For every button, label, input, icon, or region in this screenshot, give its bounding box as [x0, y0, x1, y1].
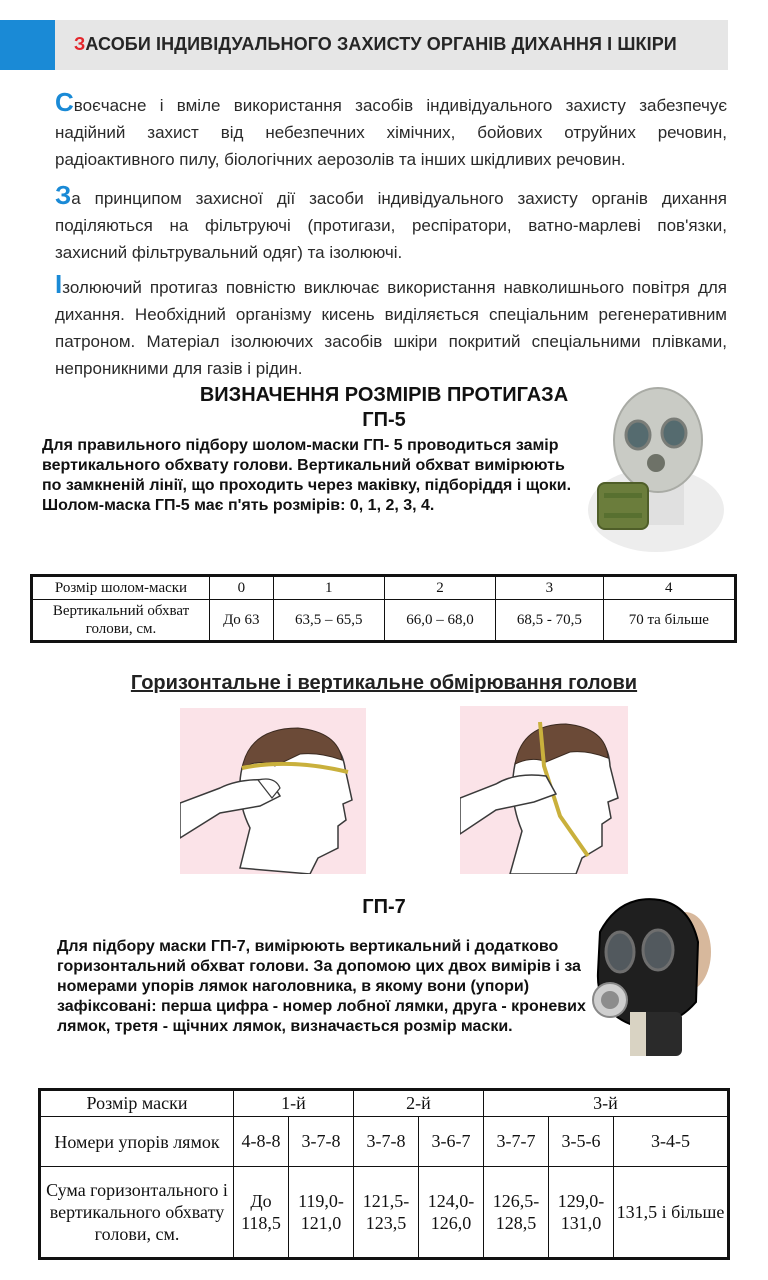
gp7-sum-cell: 126,5-128,5	[484, 1167, 549, 1259]
gp5-girth-label: Вертикальний обхват голови, см.	[32, 600, 210, 642]
header-accent-block	[0, 20, 55, 70]
gp7-strap-cell: 3-7-8	[289, 1117, 354, 1167]
paragraph-text: воєчасне і вміле використання засобів індивідуального захисту забезпечує надійний захист від небезпечних хімічних, бойових отруйних речовин, радіоактивного пилу, біологічних аерозолів та інших шкідливих речовин.	[55, 96, 727, 169]
gp5-girth-cell: 68,5 - 70,5	[496, 600, 603, 642]
gp5-size-table	[30, 574, 737, 643]
gp5-girth-cell: 63,5 – 65,5	[273, 600, 384, 642]
gp7-size-group: 1-й	[234, 1090, 354, 1117]
paragraph-text: золюючий протигаз повністю виключає використання навколишнього повітря для дихання. Необхідний організму кисень виділяється спеціальним регенеративним патроном. Матеріал ізолюючих засобів шкіри покритий спеціальними плівками, непроникними для газів і рідин.	[55, 278, 727, 378]
gp5-size-cell: 4	[603, 576, 735, 600]
gp7-strap-cell: 3-7-8	[354, 1117, 419, 1167]
paragraph-text: а принципом захисної дії засоби індивідуального захисту органів дихання поділяються на фільтруючі (протигази, респіратори, ватно-марлеві пов'язки, захисний фільтрувальний одяг) та ізолюючі.	[55, 189, 727, 262]
gp7-title: ГП-7	[362, 896, 406, 918]
gp5-girth-cell: 70 та більше	[603, 600, 735, 642]
horizontal-measurement-illustration	[180, 708, 366, 874]
gp5-size-cell: 0	[210, 576, 274, 600]
measurement-title: Горизонтальне і вертикальне обмірювання голови	[130, 672, 638, 694]
gp7-strap-cell: 4-8-8	[234, 1117, 289, 1167]
gp5-girth-cell: 66,0 – 68,0	[384, 600, 495, 642]
page-title-rest: АСОБИ ІНДИВІДУАЛЬНОГО ЗАХИСТУ ОРГАНІВ ДИХАННЯ І ШКІРИ	[85, 34, 677, 54]
gp7-gas-mask-photo	[590, 892, 712, 1064]
gp7-sum-cell: 124,0-126,0	[419, 1167, 484, 1259]
gp5-size-cell: 3	[496, 576, 603, 600]
gp7-strap-cell: 3-5-6	[549, 1117, 614, 1167]
gp7-sum-label: Сума горизонтального і вертикального обхвату голови, см.	[40, 1167, 234, 1259]
page-title-initial: З	[74, 34, 86, 54]
gp7-size-group: 2-й	[354, 1090, 484, 1117]
intro-paragraph-2	[55, 180, 727, 266]
gp7-size-label: Розмір маски	[40, 1090, 234, 1117]
gp5-size-cell: 1	[273, 576, 384, 600]
gp5-girth-cell: До 63	[210, 600, 274, 642]
gp5-size-label: Розмір шолом-маски	[32, 576, 210, 600]
drop-cap: З	[55, 180, 72, 210]
gp5-gas-mask-photo	[586, 385, 726, 555]
gp5-model-title: ГП-5	[362, 409, 406, 431]
gp7-strap-cell: 3-4-5	[614, 1117, 729, 1167]
intro-paragraph-1	[55, 87, 727, 173]
gp7-strap-cell: 3-6-7	[419, 1117, 484, 1167]
intro-paragraph-3	[55, 269, 727, 382]
gp7-sum-cell: До 118,5	[234, 1167, 289, 1259]
gp7-sum-cell: 121,5-123,5	[354, 1167, 419, 1259]
gp7-sum-cell: 119,0-121,0	[289, 1167, 354, 1259]
drop-cap: С	[55, 87, 74, 117]
gp7-sum-cell: 131,5 і більше	[614, 1167, 729, 1259]
gp7-sum-cell: 129,0-131,0	[549, 1167, 614, 1259]
gp5-section-title: ВИЗНАЧЕННЯ РОЗМІРІВ ПРОТИГАЗА	[199, 384, 569, 406]
drop-cap: І	[55, 269, 63, 299]
gp7-size-group: 3-й	[484, 1090, 729, 1117]
gp7-description: Для підбору маски ГП-7, вимірюють вертикальний і додатково горизонтальний обхват голови. За допомою цих двох вимірів і за номерами упорів лямок наголовника, в якому вони (упори) зафіксовані: перша цифра - номер лобної лямки, друга - кроневих лямок, третя - щічних лямок, визначається розмір маски.	[57, 938, 586, 1035]
gp7-strap-label: Номери упорів лямок	[40, 1117, 234, 1167]
page-title	[74, 34, 677, 55]
gp5-size-cell: 2	[384, 576, 495, 600]
gp7-strap-cell: 3-7-7	[484, 1117, 549, 1167]
gp7-size-table	[38, 1088, 730, 1260]
gp5-description: Для правильного підбору шолом-маски ГП- 5 проводиться замір вертикального обхвату голови. Вертикальний обхват вимірюють по замкненій лінії, що проходить через маківку, підборіддя і щоки. Шолом-маска ГП-5 має п'ять розмірів: 0, 1, 2, 3, 4.	[42, 437, 572, 514]
vertical-measurement-illustration	[460, 706, 628, 874]
